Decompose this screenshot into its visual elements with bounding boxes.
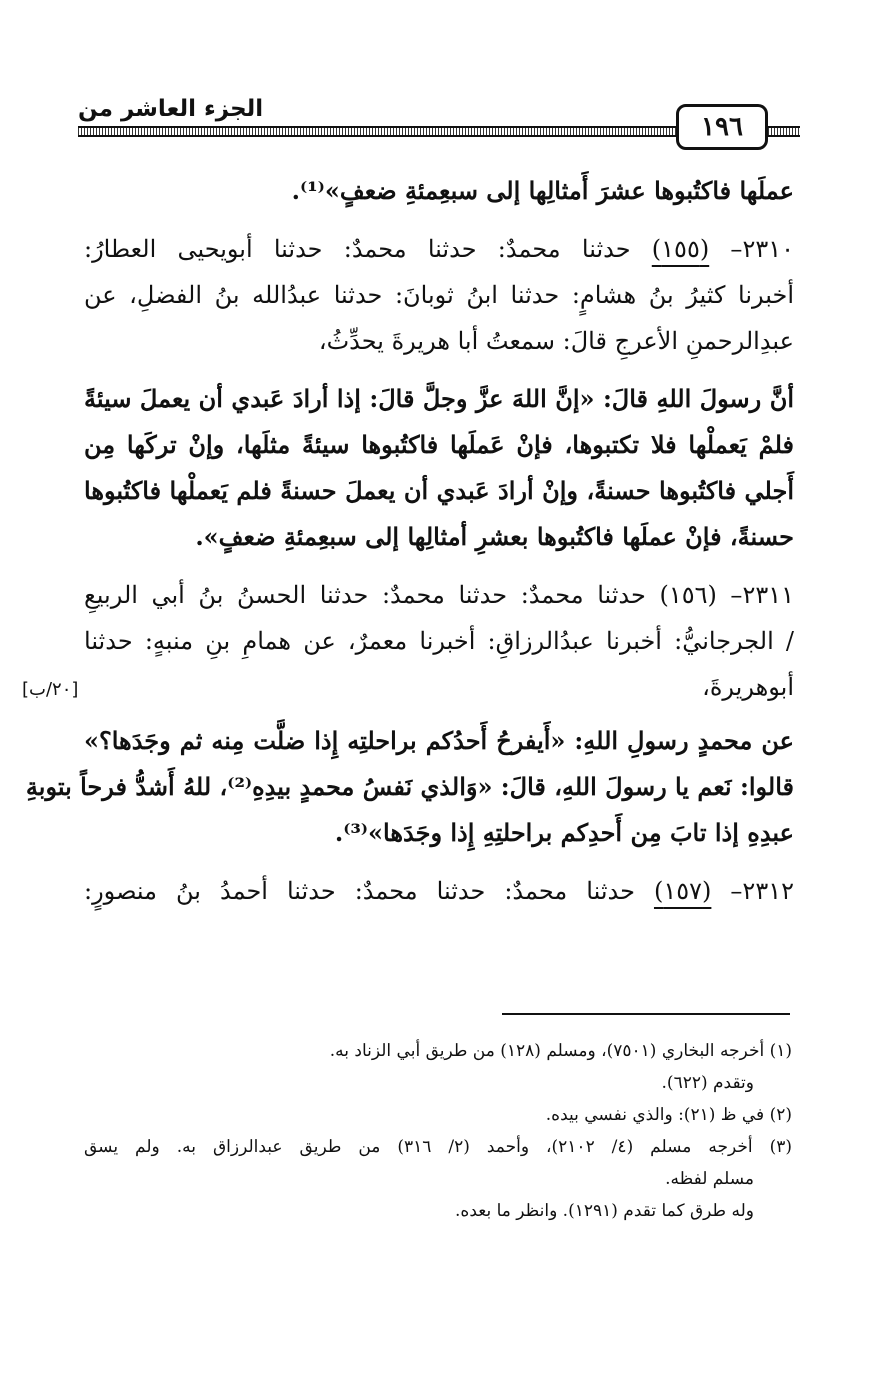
page-number-box bbox=[676, 104, 768, 150]
text-line: أنَّ رسولَ اللهِ قالَ: «إنَّ اللهَ عزَّ وجلَّ قالَ: إذا أرادَ عَبدي أن يعملَ سيئةً bbox=[84, 384, 794, 413]
footnote-1: (١) أخرجه البخاري (٧٥٠١)، ومسلم (١٢٨) من طريق أبي الزناد به. bbox=[329, 1041, 792, 1061]
text-line: أخبرنا كثيرُ بنُ هشامٍ: حدثنا ابنُ ثوبانَ: حدثنا عبدُالله بنُ الفضلِ، عن bbox=[84, 281, 795, 309]
text-line: أبوهريرةَ، bbox=[702, 673, 794, 701]
text-line: قالوا: نَعم يا رسولَ اللهِ، قالَ: «وَالذي نَفسُ محمدٍ بيدِهِ⁽²⁾، للهُ أَشدُّ فرحاً بتوبةِ bbox=[25, 772, 794, 801]
footnote-3-cont: وله طرق كما تقدم (١٢٩١). وانظر ما بعده. bbox=[455, 1201, 754, 1221]
footnote-3-cont: مسلم لفظه. bbox=[665, 1169, 754, 1189]
hadith-2311-chain-line: ٢٣١١– (١٥٦) حدثنا محمدٌ: حدثنا محمدٌ: حدثنا الحسنُ بنُ أبي الربيعِ bbox=[84, 581, 794, 609]
text-line: أَجلي فاكتُبوها حسنةً، وإنْ أرادَ عَبدي أن يعملَ حسنةً فلم يَعملْها فاكتُبوها bbox=[84, 476, 794, 505]
text-line: عن محمدٍ رسولِ اللهِ: «أَيفرحُ أَحدُكم براحلتِه إِذا ضلَّت مِنه ثم وجَدَها؟» bbox=[84, 726, 794, 755]
text-line: / الجرجانيُّ: أخبرنا عبدُالرزاقِ: أخبرنا معمرٌ، عن همامِ بنِ منبهٍ: حدثنا bbox=[84, 627, 794, 655]
text-line: فلمْ يَعملْها فلا تكتبوها، فإنْ عَملَها فاكتُبوها سيئةً مثلَها، وإنْ تركَها مِن bbox=[84, 430, 795, 459]
text-line: عملَها فاكتُبوها عشرَ أَمثالِها إلى سبعِمئةِ ضعفٍ»⁽¹⁾. bbox=[291, 176, 794, 205]
text-line: حسنةً، فإنْ عملَها فاكتُبوها بعشرِ أمثالِها إلى سبعِمئةِ ضعفٍ». bbox=[195, 522, 794, 551]
hadith-2310-chain-line: ٢٣١٠– (١٥٥) حدثنا محمدٌ: حدثنا محمدٌ: حدثنا أبويحيى العطارُ: bbox=[84, 235, 794, 263]
footnote-1-cont: وتقدم (٦٢٢). bbox=[661, 1073, 754, 1093]
text-line: عبدِالرحمنِ الأعرجِ قالَ: سمعتُ أبا هريرةَ يحدِّثُ، bbox=[318, 327, 794, 355]
footnotes bbox=[84, 1035, 792, 1227]
hadith-number: (١٥٥) bbox=[651, 235, 710, 263]
footnote-2: (٢) في ظ (٢١): والذي نفسي بيده. bbox=[545, 1105, 792, 1125]
footnote-separator bbox=[502, 1013, 790, 1015]
page-number: ١٩٦ bbox=[701, 112, 743, 142]
footnote-3: (٣) أخرجه مسلم (٤/ ٢١٠٢)، وأحمد (٢/ ٣١٦) من طريق عبدالرزاق به. ولم يسق bbox=[84, 1137, 792, 1157]
text-line: عبدِهِ إذا تابَ مِن أَحدِكم براحلتِهِ إِذا وجَدَها»⁽³⁾. bbox=[334, 818, 794, 847]
hadith-2312-chain-line: ٢٣١٢– (١٥٧) حدثنا محمدٌ: حدثنا محمدٌ: حدثنا أحمدُ بنُ منصورٍ: bbox=[84, 877, 794, 905]
hadith-number: (١٥٧) bbox=[653, 877, 712, 905]
manuscript-folio-note: [٢٠/ب] bbox=[22, 679, 79, 700]
running-title: الجزء العاشر من bbox=[78, 96, 264, 122]
page-header bbox=[78, 96, 800, 152]
